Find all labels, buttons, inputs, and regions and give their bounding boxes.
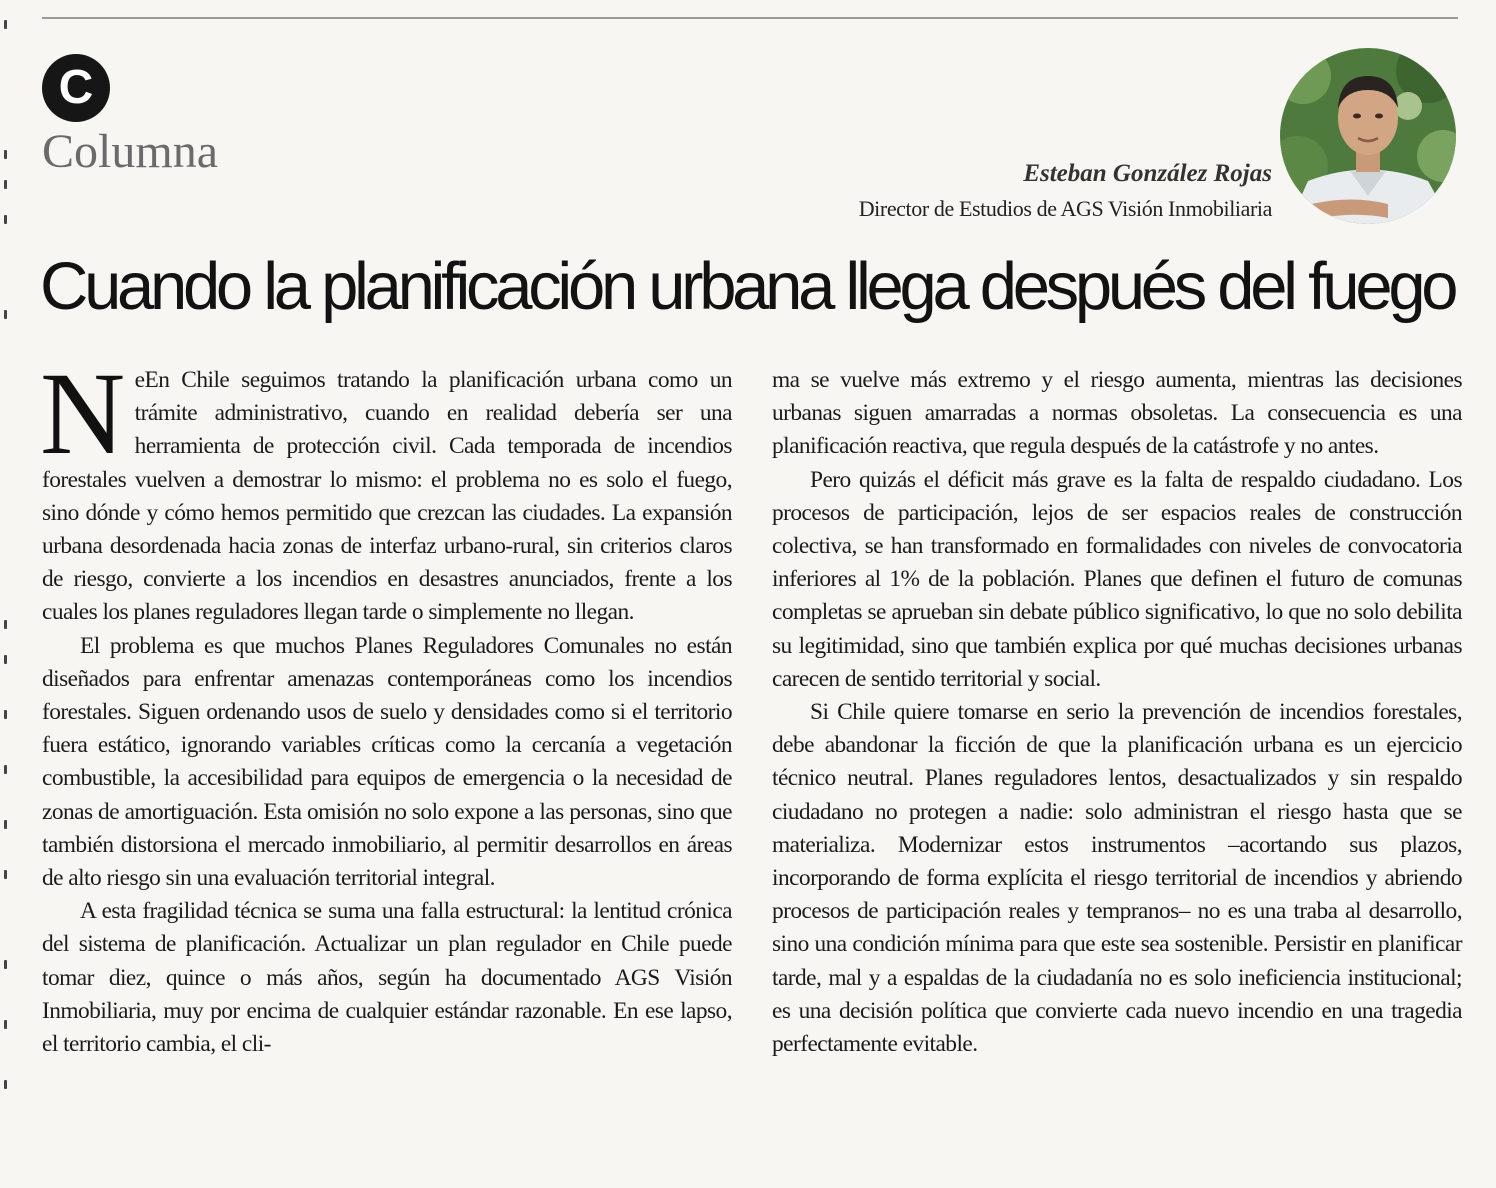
article-paragraph: Si Chile quiere tomarse en serio la prevención de incendios forestales, debe abandonar la ficción de que la planificación urbana es un ejercicio técnico neutral. Planes reguladores lentos, desactualizados y sin respaldo ciudadano no protegen a nadie: solo administran el riesgo hasta que se materializa. Modernizar estos instrumentos –acortando sus plazos, incorporando de forma explícita el riesgo territorial de incendios y abriendo procesos de participación reales y tempranos– no es una traba al desarrollo, sino una condición mínima para que este sea sostenible. Persistir en planificar tarde, mal y a espaldas de la ciudadanía no es solo ineficiencia institucional; es una decisión política que convierte cada nuevo incendio en una tragedia perfectamente evitable.	[772, 699, 1462, 1058]
author-name: Esteban González Rojas	[1023, 160, 1272, 187]
section-label: Columna	[42, 125, 218, 178]
article-column-right	[772, 364, 1462, 1061]
author-role: Director de Estudios de AGS Visión Inmobiliaria	[858, 196, 1272, 221]
article-column-left	[40, 348, 732, 1061]
dropcap: N	[40, 348, 125, 479]
article-paragraph: El problema es que muchos Planes Reguladores Comunales no están diseñados para enfrentar amenazas contemporáneas como los incendios forestales. Siguen ordenando usos de suelo y densidades como si el territorio fuera estático, ignorando variables críticas como la cercanía a vegetación combustible, la accesibilidad para equipos de emergencia o la necesidad de zonas de amortiguación. Esta omisión no solo expone a las personas, sino que también distorsiona el mercado inmobiliario, al permitir desarrollos en áreas de alto riesgo sin una evaluación territorial integral.	[42, 632, 732, 892]
author-portrait-icon	[1278, 46, 1458, 226]
headline: Cuando la planificación urbana llega después del fuego	[40, 249, 1455, 324]
top-rule	[42, 17, 1458, 19]
page-edge-marks	[0, 0, 14, 1188]
article-paragraph: ma se vuelve más extremo y el riesgo aumenta, mientras las decisiones urbanas siguen amarradas a normas obsoletas. La consecuencia es una planificación reactiva, que regula después de la catástrofe y no antes.	[772, 367, 1462, 460]
article-paragraph: Pero quizás el déficit más grave es la falta de respaldo ciudadano. Los procesos de participación, lejos de ser espacios reales de construcción colectiva, se han transformado en formalidades con niveles de convocatoria inferiores al 1% de la población. Planes que definen el futuro de comunas completas se aprueban sin debate público significativo, lo que no solo debilita su legitimidad, sino que también explica por qué muchas decisiones urbanas carecen de sentido territorial y social.	[772, 466, 1462, 692]
column-badge-icon: C	[42, 54, 110, 122]
article-paragraph: NeEn Chile seguimos tratando la planificación urbana como un trámite administrativo, cuando en realidad debería ser una herramienta de protección civil. Cada temporada de incendios forestales vuelven a demostrar lo mismo: el problema no es solo el fuego, sino dónde y cómo hemos permitido que crezcan las ciudades. La expansión urbana desordenada hacia zonas de interfaz urbano-rural, sin criterios claros de riesgo, convierte a los incendios en desastres anunciados, frente a los cuales los planes reguladores llegan tarde o simplemente no llegan.	[40, 348, 732, 626]
article-paragraph: A esta fragilidad técnica se suma una falla estructural: la lentitud crónica del sistema de planificación. Actualizar un plan regulador en Chile puede tomar diez, quince o más años, según ha documentado AGS Visión Inmobiliaria, muy por encima de cualquier estándar razonable. En ese lapso, el territorio cambia, el cli-	[42, 898, 732, 1058]
